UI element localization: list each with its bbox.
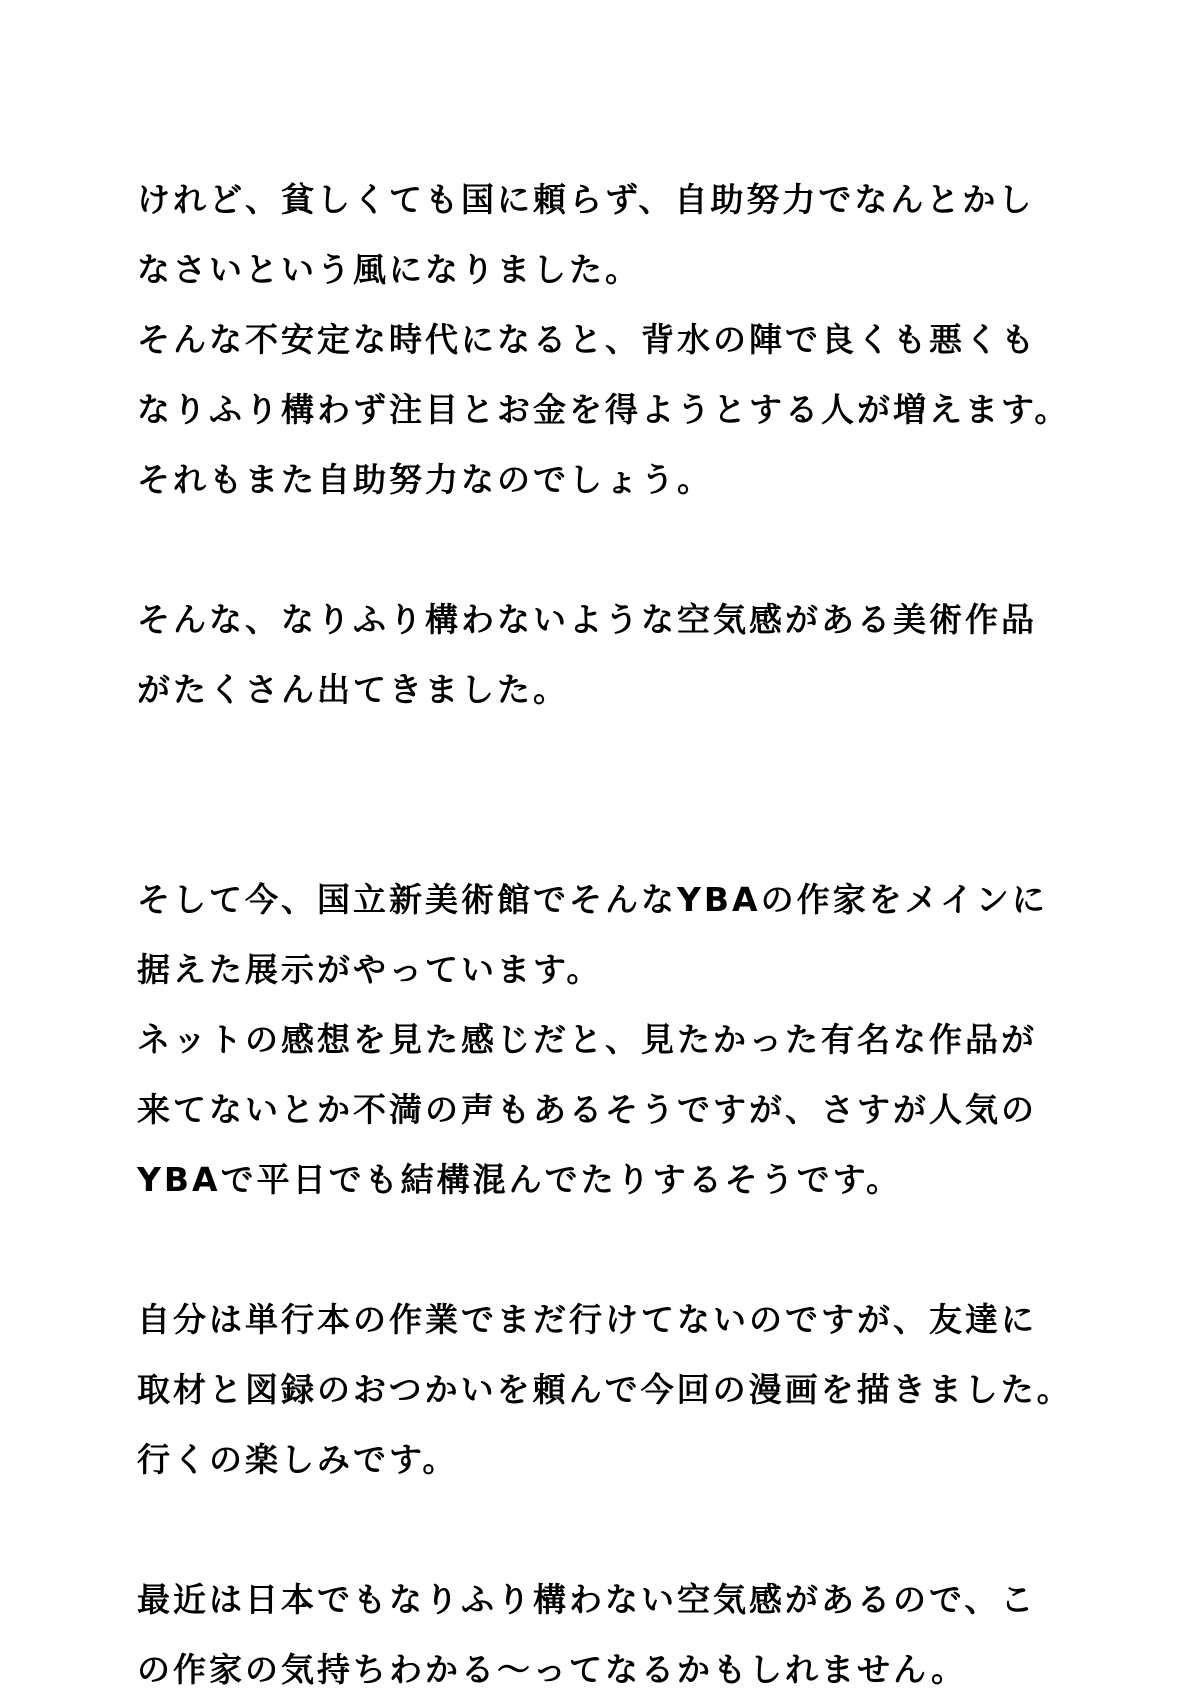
text-line: それもまた自助努力なのでしょう。 <box>137 460 713 499</box>
text-line: YBAで平日でも結構混んでたりするそうです。 <box>137 1160 902 1199</box>
paragraph-3 <box>137 865 1097 1215</box>
text-line: 据えた展示がやっています。 <box>137 950 603 989</box>
paragraph-1 <box>137 165 1097 515</box>
text-line: 取材と図録のおつかいを頼んで今回の漫画を描きました。 <box>137 1370 1073 1409</box>
text-line: ネットの感想を見た感じだと、見たかった有名な作品が <box>137 1020 1037 1059</box>
paragraph-spacer <box>137 515 1097 585</box>
text-line: 行くの楽しみです。 <box>137 1440 459 1479</box>
text-fragment: そして今、 <box>137 880 317 919</box>
text-line: の作家の気持ちわかる〜ってなるかもしれません。 <box>137 1650 967 1689</box>
museum-name: 国立新美術館 <box>317 880 533 919</box>
text-page <box>137 165 1097 1705</box>
text-line: 来てないとか不満の声もあるそうですが、さすが人気の <box>137 1090 1037 1129</box>
paragraph-4 <box>137 1285 1097 1495</box>
text-line: がたくさん出てきました。 <box>137 670 569 709</box>
text-line <box>137 865 1097 935</box>
paragraph-spacer <box>137 1215 1097 1285</box>
text-line: けれど、貧しくても国に頼らず、自助努力でなんとかし <box>137 180 1035 219</box>
text-line: 自分は単行本の作業でまだ行けてないのですが、友達に <box>137 1300 1037 1339</box>
text-line: そんな不安定な時代になると、背水の陣で良くも悪くも <box>137 320 1037 359</box>
text-line: なさいという風になりました。 <box>137 250 641 289</box>
text-line: そんな、なりふり構わないような空気感がある美術作品 <box>137 600 1037 639</box>
paragraph-5 <box>137 1565 1097 1705</box>
text-line: なりふり構わず注目とお金を得ようとする人が増えます。 <box>137 390 1071 429</box>
paragraph-spacer <box>137 1495 1097 1565</box>
text-line: 最近は日本でもなりふり構わない空気感があるので、こ <box>137 1580 1037 1619</box>
paragraph-spacer <box>137 725 1097 865</box>
text-fragment: でそんなYBAの作家をメインに <box>533 880 1048 919</box>
paragraph-2 <box>137 585 1097 725</box>
